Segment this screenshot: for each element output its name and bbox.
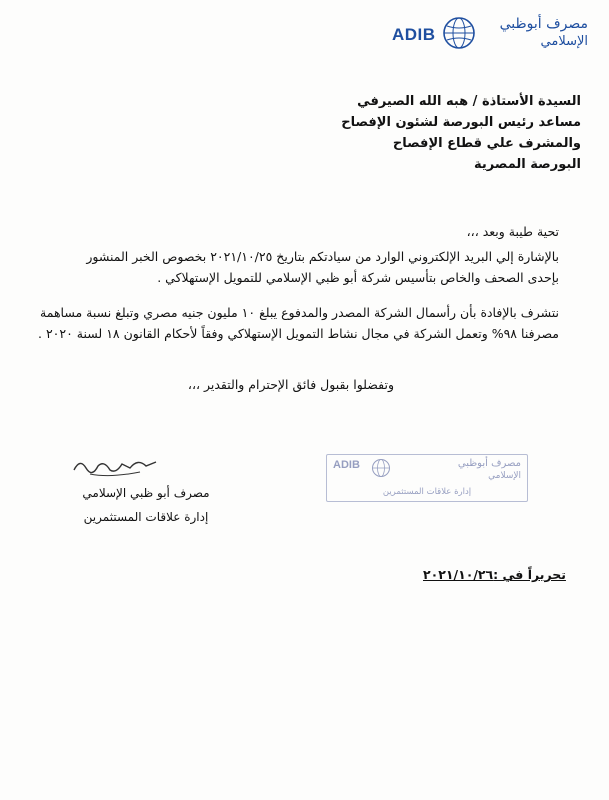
- stamp-arabic-line2: الإسلامي: [488, 471, 521, 481]
- paragraph-line: بالإشارة إلي البريد الإلكتروني الوارد من سيادتكم بتاريخ ٢٠٢١/١٠/٢٥ بخصوص الخبر المنشور: [86, 249, 559, 264]
- addressee-block: [341, 91, 581, 175]
- logo-arabic-line1: مصرف أبوظبي: [499, 16, 588, 32]
- addressee-line: والمشرف علي قطاع الإفصاح: [392, 136, 581, 151]
- logo-arabic-line2: الإسلامي: [540, 34, 588, 49]
- signature-department: إدارة علاقات المستثمرين: [83, 510, 209, 524]
- globe-icon: [442, 16, 476, 50]
- letter-date: تحريراً في :٢٠٢١/١٠/٢٦: [423, 567, 566, 582]
- stamp-subtitle: إدارة علاقات المستثمرين: [382, 487, 472, 497]
- paragraph-line: مصرفنا ٩٨% وتعمل الشركة في مجال نشاط التمويل الإستهلاكي وفقاً لأحكام القانون ١٨ لسنة ٢٠٢٠ .: [37, 326, 559, 341]
- logo-latin-text: ADIB: [392, 25, 436, 44]
- addressee-line: السيدة الأستاذة / هبه الله الصيرفي: [357, 94, 581, 109]
- stamp-arabic-line1: مصرف أبوظبي: [457, 458, 521, 469]
- signature-scribble: [70, 452, 160, 480]
- paragraph-line: بإحدى الصحف والخاص بتأسيس شركة أبو ظبي الإسلامي للتمويل الإستهلاكي .: [157, 270, 559, 285]
- closing-line: وتفضلوا بقبول فائق الإحترام والتقدير ،،،: [187, 377, 394, 392]
- bank-logo: [392, 14, 592, 58]
- bank-stamp: [326, 454, 528, 502]
- greeting: تحية طيبة وبعد ،،،: [466, 224, 559, 239]
- paragraph-1: [39, 246, 559, 288]
- signature-bank-name: مصرف أبو ظبي الإسلامي: [82, 486, 210, 500]
- stamp-globe-icon: [371, 458, 391, 478]
- paragraph-2: [39, 302, 559, 344]
- paragraph-line: نتشرف بالإفادة بأن رأسمال الشركة المصدر والمدفوع يبلغ ١٠ مليون جنيه مصري وتبلغ نسبة مساهمة: [40, 305, 559, 320]
- addressee-line: البورصة المصرية: [474, 157, 581, 172]
- addressee-line: مساعد رئيس البورصة لشئون الإفصاح: [341, 115, 581, 130]
- stamp-latin-text: ADIB: [333, 459, 360, 471]
